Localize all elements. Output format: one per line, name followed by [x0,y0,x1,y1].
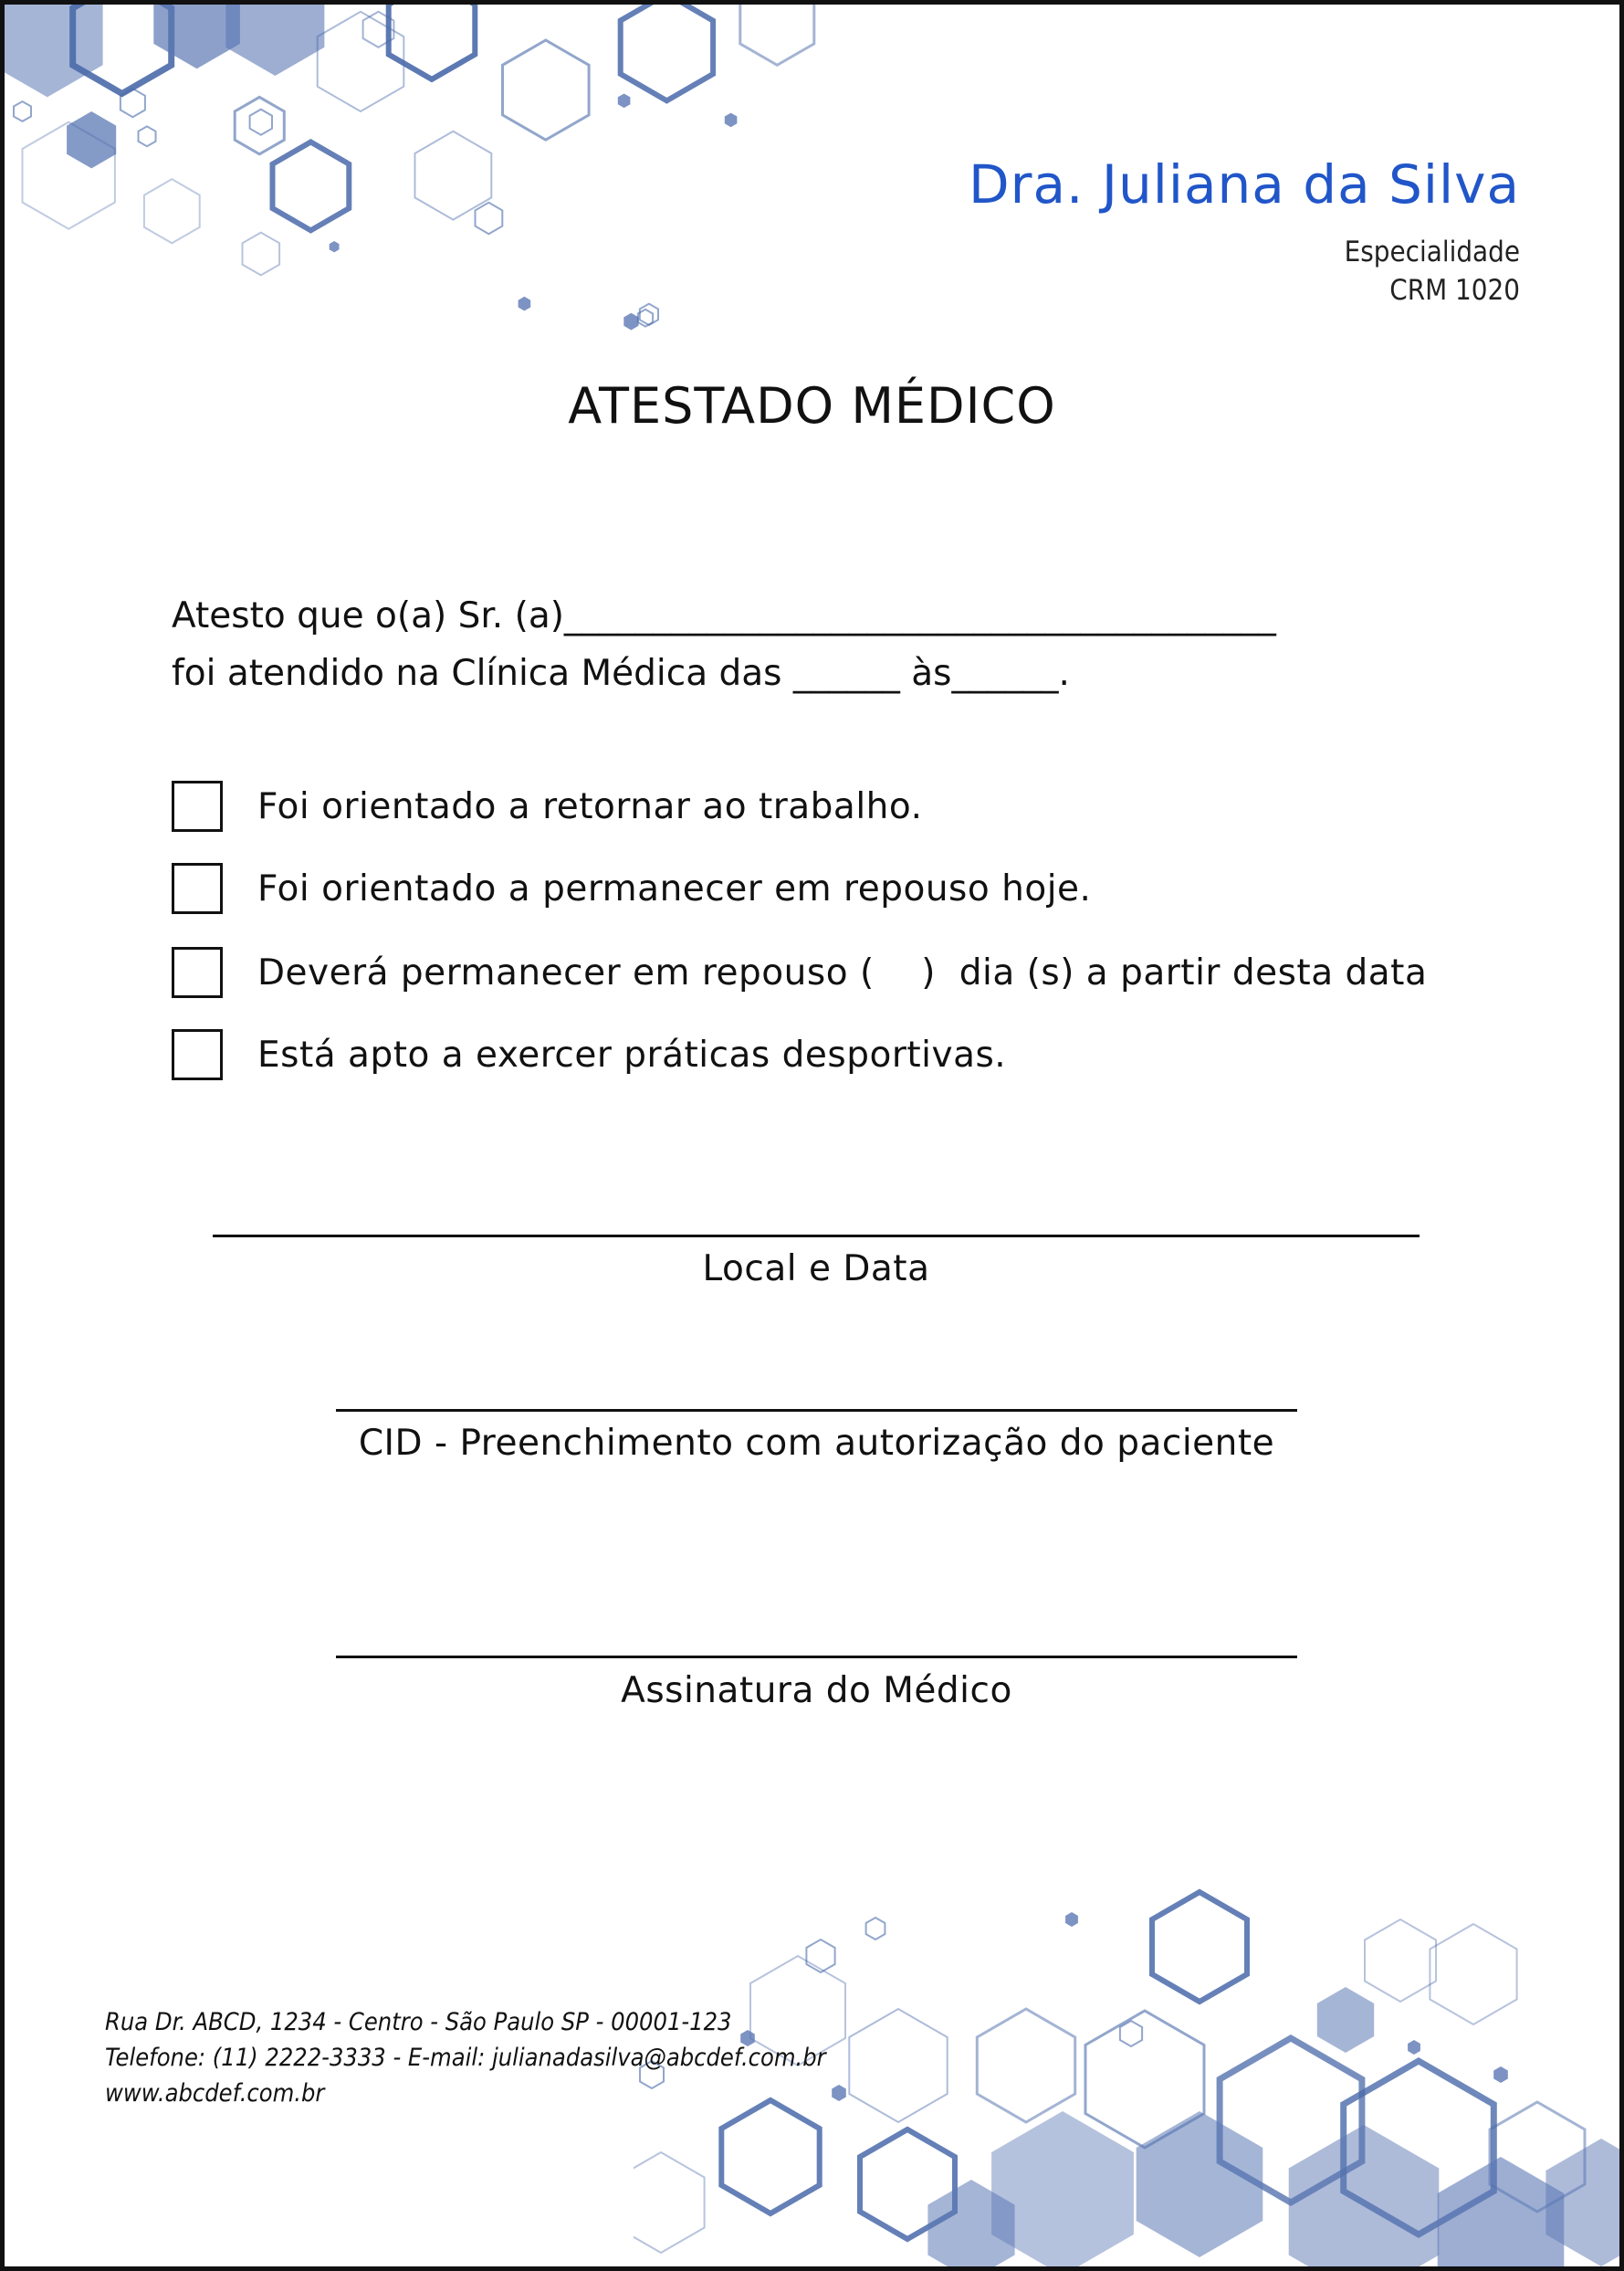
hexagon-shape [5,5,103,97]
signature-caption: Assinatura do Médico [621,1670,1012,1711]
hexagon-shape [1317,1987,1374,2053]
doctor-crm: CRM 1020 [1389,274,1520,307]
local-date-line[interactable] [213,1235,1420,1237]
option-return-to-work[interactable] [172,779,922,834]
hexagon-shape [1065,1912,1078,1927]
hexagon-shape [1152,1892,1247,2002]
hexagon-shape [618,94,631,109]
cid-caption: CID - Preenchimento com autorização do paciente [358,1423,1275,1464]
local-date-caption: Local e Data [702,1248,930,1289]
hexagon-shape [503,40,590,140]
hexagon-shape [273,142,350,231]
footer-website: www.abcdef.com.br [105,2079,325,2108]
hexagon-shape [977,2009,1074,2122]
attendance-time-line[interactable]: foi atendido na Clínica Médica das ______ às______. [172,653,1070,694]
hexagon-pattern-top [5,5,826,352]
hexagon-shape [1408,2040,1420,2055]
option-label: Foi orientado a retornar ao trabalho. [257,785,923,827]
page-title: ATESTADO MÉDICO [568,377,1056,435]
footer-contact-line: Telefone: (11) 2222-3333 - E-mail: julianadasilva@abcdef.com.br [105,2044,826,2072]
hexagon-shape [1365,1919,1436,2002]
hexagon-shape [67,111,116,168]
hexagon-shape [225,5,324,76]
hexagon-shape [243,233,280,276]
option-label: Deverá permanecer em repouso ( ) dia (s) a partir desta data [257,952,1428,994]
hexagon-shape [721,2100,819,2213]
hexagon-shape [14,101,31,121]
doctor-header [968,153,1520,310]
hexagon-shape [832,2085,846,2101]
hexagon-shape [415,131,492,220]
checkbox[interactable] [172,863,223,914]
doctor-specialty: Especialidade [1344,236,1520,268]
hexagon-shape [139,126,156,146]
hexagon-shape [235,97,284,153]
signature-line[interactable] [336,1656,1297,1658]
hexagon-shape [1137,2111,1263,2257]
hexagon-shape [623,313,638,331]
hexagon-shape [1493,2066,1508,2083]
option-rest-today[interactable] [172,861,1091,916]
footer-contact [105,2004,826,2111]
hexagon-shape [120,89,145,117]
hexagon-shape [849,2009,947,2122]
hexagon-shape [476,203,503,234]
patient-name-line[interactable]: Atesto que o(a) Sr. (a)________________________________________ [172,595,1276,636]
hexagon-shape [1120,2021,1142,2046]
checkbox[interactable] [172,1029,223,1080]
footer-address: Rua Dr. ABCD, 1234 - Centro - São Paulo SP - 00001-123 [105,2008,732,2036]
option-label: Foi orientado a permanecer em repouso hoje. [257,867,1092,909]
hexagon-shape [621,5,713,100]
hexagon-shape [519,297,531,311]
hexagon-shape [806,1940,834,1972]
hexagon-shape [330,241,340,252]
hexagon-shape [1438,2157,1565,2266]
hexagon-shape [389,5,476,79]
checkbox[interactable] [172,947,223,998]
option-rest-days[interactable] [172,945,1427,1000]
hexagon-shape [1289,2125,1440,2266]
option-label: Está apto a exercer práticas desportivas. [257,1034,1007,1076]
hexagon-shape [866,1918,885,1940]
hexagon-shape [144,179,200,243]
hexagon-shape [634,2152,705,2253]
option-fit-for-sports[interactable] [172,1027,1006,1082]
checkbox[interactable] [172,781,223,832]
hexagon-shape [250,110,272,135]
cid-line[interactable] [336,1409,1297,1412]
hexagon-shape [640,304,658,325]
hexagon-shape [1430,1924,1516,2024]
hexagon-shape [740,5,814,65]
hexagon-shape [725,113,738,128]
doctor-name: Dra. Juliana da Silva [968,153,1520,216]
